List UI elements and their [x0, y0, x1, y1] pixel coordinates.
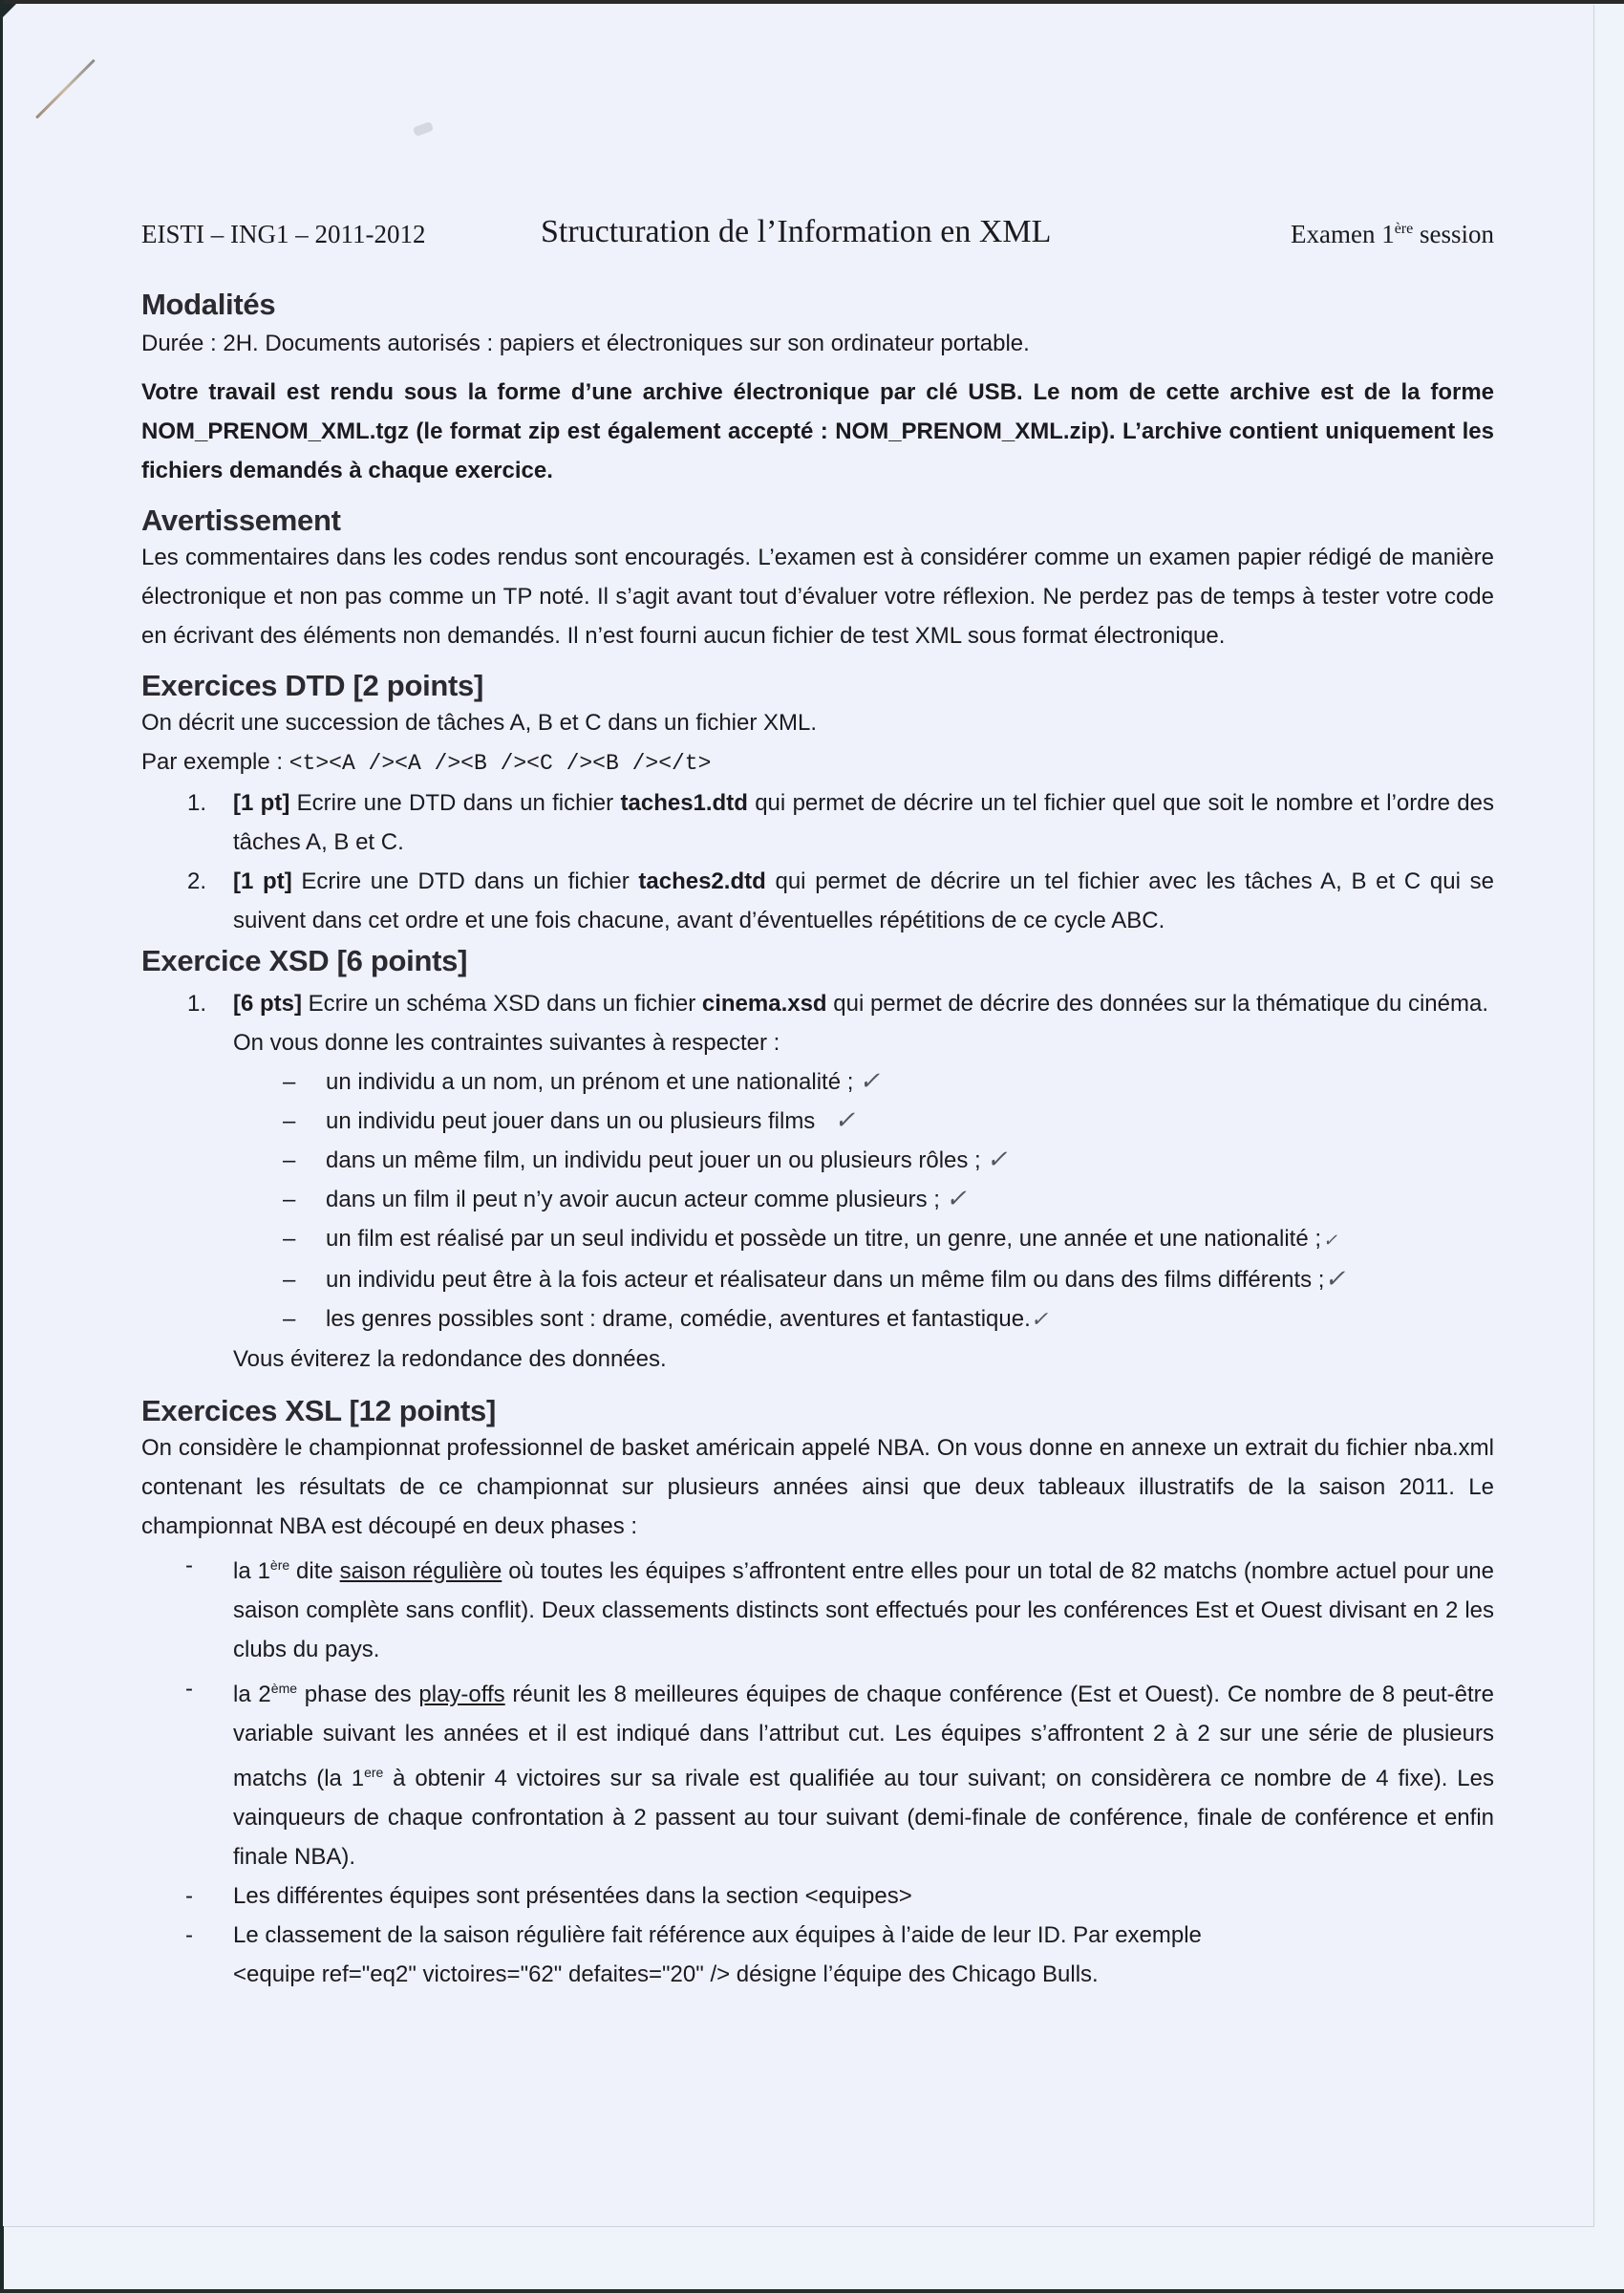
xsd-constraints — [141, 1062, 1494, 1339]
constraint-item — [141, 1102, 1494, 1141]
constraint-item — [141, 1062, 1494, 1102]
document-header — [141, 210, 1494, 268]
list-marker: - — [185, 1553, 193, 1578]
header-session — [1291, 220, 1494, 249]
teams-section-note — [141, 1876, 1494, 1916]
ranking-note — [141, 1916, 1494, 1994]
section-title-modalites: Modalités — [141, 288, 276, 321]
header-title: Structuration de l’Information en XML — [541, 214, 1052, 249]
question-text: qui permet de décrire un tel fichier avec les tâches A, B et C qui se suivent dans cet ordre et une fois chacune, avant d’éventuelles répétitions de ce cycle ABC. — [233, 868, 1494, 933]
question-filename: taches2.dtd — [638, 868, 766, 894]
question-text: qui permet de décrire des données sur la thématique du cinéma. On vous donne les contraintes suivantes à respecter : — [233, 991, 1488, 1056]
section-xsd — [141, 944, 1494, 1379]
phase-text: phase des — [297, 1682, 419, 1707]
avertissement-text: Les commentaires dans les codes rendus sont encouragés. L’examen est à considérer comme un examen papier rédigé de manière électronique et non pas comme un TP noté. Il s’agit avant tout d’évaluer votre réflexion. Ne perdez pas de temps à tester votre code en écrivant des éléments non demandés. Il n’est fourni aucun fichier de test XML sous format électronique. — [141, 545, 1494, 649]
handwritten-check-icon: ✓ — [859, 1067, 881, 1096]
document-body — [141, 210, 1494, 1994]
constraint-item — [141, 1219, 1494, 1260]
phase-text: où toutes les équipes s’affrontent entre elles pour un total de 82 matchs (nombre actuel pour une saison complète sans conflit). Deux classements distincts sont effectués pour les conférences Est et Ouest divisant en 2 les clubs du pays. — [233, 1558, 1494, 1662]
phase-sup: ème — [270, 1681, 298, 1696]
list-marker: - — [185, 1676, 193, 1702]
phase-sup: ère — [269, 1557, 290, 1573]
question-text: Ecrire un schéma XSD dans un fichier — [302, 991, 702, 1017]
question-filename: cinema.xsd — [701, 991, 827, 1017]
xsd-questions — [141, 984, 1494, 1062]
list-marker: – — [283, 1306, 296, 1332]
xsl-intro: On considère le championnat professionnel de basket américain appelé NBA. On vous donne en annexe un extrait du fichier nba.xml contenant les résultats de ce championnat sur plusieurs années ainsi que deux tableaux illustratifs de la saison 2011. Le championnat NBA est découpé en deux phases : — [141, 1435, 1494, 1539]
dtd-intro: On décrit une succession de tâches A, B et C dans un fichier XML. — [141, 710, 818, 736]
section-title-avertissement: Avertissement — [141, 504, 341, 537]
section-avertissement — [141, 504, 1494, 655]
phase-term: saison régulière — [339, 1558, 502, 1584]
handwritten-check-icon: ✓ — [834, 1106, 856, 1135]
constraint-item — [141, 1260, 1494, 1299]
phase-sup: ere — [364, 1765, 384, 1780]
constraint-text: un film est réalisé par un seul individu et possède un titre, un genre, une année et une nationalité ; — [326, 1226, 1322, 1252]
constraint-text: un individu peut être à la fois acteur et réalisateur dans un même film ou dans des films différents ; — [326, 1267, 1325, 1293]
dtd-question-1 — [141, 783, 1494, 862]
section-title-xsd: Exercice XSD [6 points] — [141, 944, 468, 977]
xsd-question-1 — [141, 984, 1494, 1062]
question-filename: taches1.dtd — [620, 790, 748, 816]
list-marker: 1. — [187, 991, 207, 1017]
constraint-text: dans un film il peut n’y avoir aucun acteur comme plusieurs ; — [326, 1187, 940, 1212]
list-marker: - — [185, 1922, 193, 1948]
list-marker: – — [283, 1226, 296, 1252]
list-marker: – — [283, 1267, 296, 1293]
list-marker: – — [283, 1108, 296, 1134]
header-session-sup: ère — [1394, 221, 1414, 237]
xsd-closing: Vous éviterez la redondance des données. — [233, 1346, 667, 1372]
section-title-dtd: Exercices DTD [2 points] — [141, 669, 484, 702]
constraint-text: un individu peut jouer dans un ou plusieurs films — [326, 1108, 816, 1134]
phase-term: play-offs — [418, 1682, 505, 1707]
dtd-questions — [141, 783, 1494, 940]
handwritten-check-icon: ✓ — [1323, 1231, 1338, 1251]
list-marker: – — [283, 1069, 296, 1095]
constraint-item — [141, 1141, 1494, 1180]
header-session-suffix: session — [1413, 220, 1494, 248]
modalites-submission: Votre travail est rendu sous la forme d’une archive électronique par clé USB. Le nom de cette archive est de la forme NOM_PRENOM_XML.tgz (le format zip est également accepté : NOM_PRENOM_XML.zip). L’archive contient uniquement les fichiers demandés à chaque exercice. — [141, 379, 1494, 483]
constraint-text: dans un même film, un individu peut jouer un ou plusieurs rôles ; — [326, 1147, 981, 1173]
note-text: Le classement de la saison régulière fait référence aux équipes à l’aide de leur ID. Par exemple — [233, 1922, 1202, 1948]
constraint-text: un individu a un nom, un prénom et une nationalité ; — [326, 1069, 854, 1095]
dtd-question-2 — [141, 862, 1494, 940]
section-dtd — [141, 669, 1494, 940]
phase-item-regular-season — [141, 1546, 1494, 1669]
question-text: Ecrire une DTD dans un fichier — [289, 790, 621, 816]
question-text: Ecrire une DTD dans un fichier — [291, 868, 639, 894]
constraint-text: les genres possibles sont : drame, comédie, aventures et fantastique. — [326, 1306, 1031, 1332]
scan-edge-bottom — [0, 2289, 1624, 2293]
folded-corner — [3, 4, 16, 17]
question-text: qui permet de décrire un tel fichier quel que soit le nombre et l’ordre des tâches A, B et C. — [233, 790, 1494, 855]
phase-text: la 1 — [233, 1558, 270, 1584]
section-xsl — [141, 1394, 1494, 1994]
phase-text: la 2 — [233, 1682, 271, 1707]
note-text: Les différentes équipes sont présentées dans la section <equipes> — [233, 1883, 912, 1909]
list-marker: - — [185, 1883, 193, 1909]
phase-text: réunit les 8 meilleures équipes de chaque conférence (Est et Ouest). Ce nombre de 8 peut-être variable suivant les années et il est indiqué dans l’attribut cut. Les équipes s’affrontent 2 à 2 sur une série de plusieurs matchs (la 1 — [233, 1682, 1494, 1791]
constraint-item — [141, 1180, 1494, 1219]
section-modalites — [141, 288, 1494, 490]
list-marker: – — [283, 1187, 296, 1212]
question-points: [1 pt] — [233, 868, 292, 894]
dtd-example-label: Par exemple : — [141, 749, 289, 775]
header-session-prefix: Examen 1 — [1290, 220, 1395, 248]
phase-text: dite — [289, 1558, 340, 1584]
xsl-phases — [141, 1546, 1494, 1994]
phase-item-playoffs — [141, 1669, 1494, 1876]
handwritten-check-icon: ✓ — [986, 1146, 1008, 1174]
phase-text: à obtenir 4 victoires sur sa rivale est qualifiée au tour suivant; on considèrera ce nombre de 4 fixe). Les vainqueurs de chaque confrontation à 2 passent au tour suivant (demi-finale de conférence, finale de conférence et enfin finale NBA). — [233, 1766, 1494, 1870]
section-title-xsl: Exercices XSL [12 points] — [141, 1394, 496, 1427]
constraint-item — [141, 1299, 1494, 1339]
note-example: <equipe ref="eq2" victoires="62" defaites="20" /> désigne l’équipe des Chicago Bulls. — [233, 1961, 1099, 1987]
question-points: [1 pt] — [233, 790, 290, 816]
handwritten-check-icon: ✓ — [1030, 1308, 1049, 1332]
question-points: [6 pts] — [233, 991, 302, 1017]
handwritten-check-icon: ✓ — [945, 1185, 967, 1213]
dtd-example-code: <t><A /><A /><B /><C /><B /></t> — [288, 751, 712, 776]
modalites-duration: Durée : 2H. Documents autorisés : papiers et électroniques sur son ordinateur portable. — [141, 331, 1030, 356]
header-course: EISTI – ING1 – 2011-2012 — [141, 220, 426, 248]
dtd-example — [141, 742, 1494, 783]
handwritten-check-icon: ✓ — [1324, 1265, 1346, 1294]
list-marker: – — [283, 1147, 296, 1173]
list-marker: 2. — [187, 868, 207, 894]
list-marker: 1. — [187, 790, 207, 816]
